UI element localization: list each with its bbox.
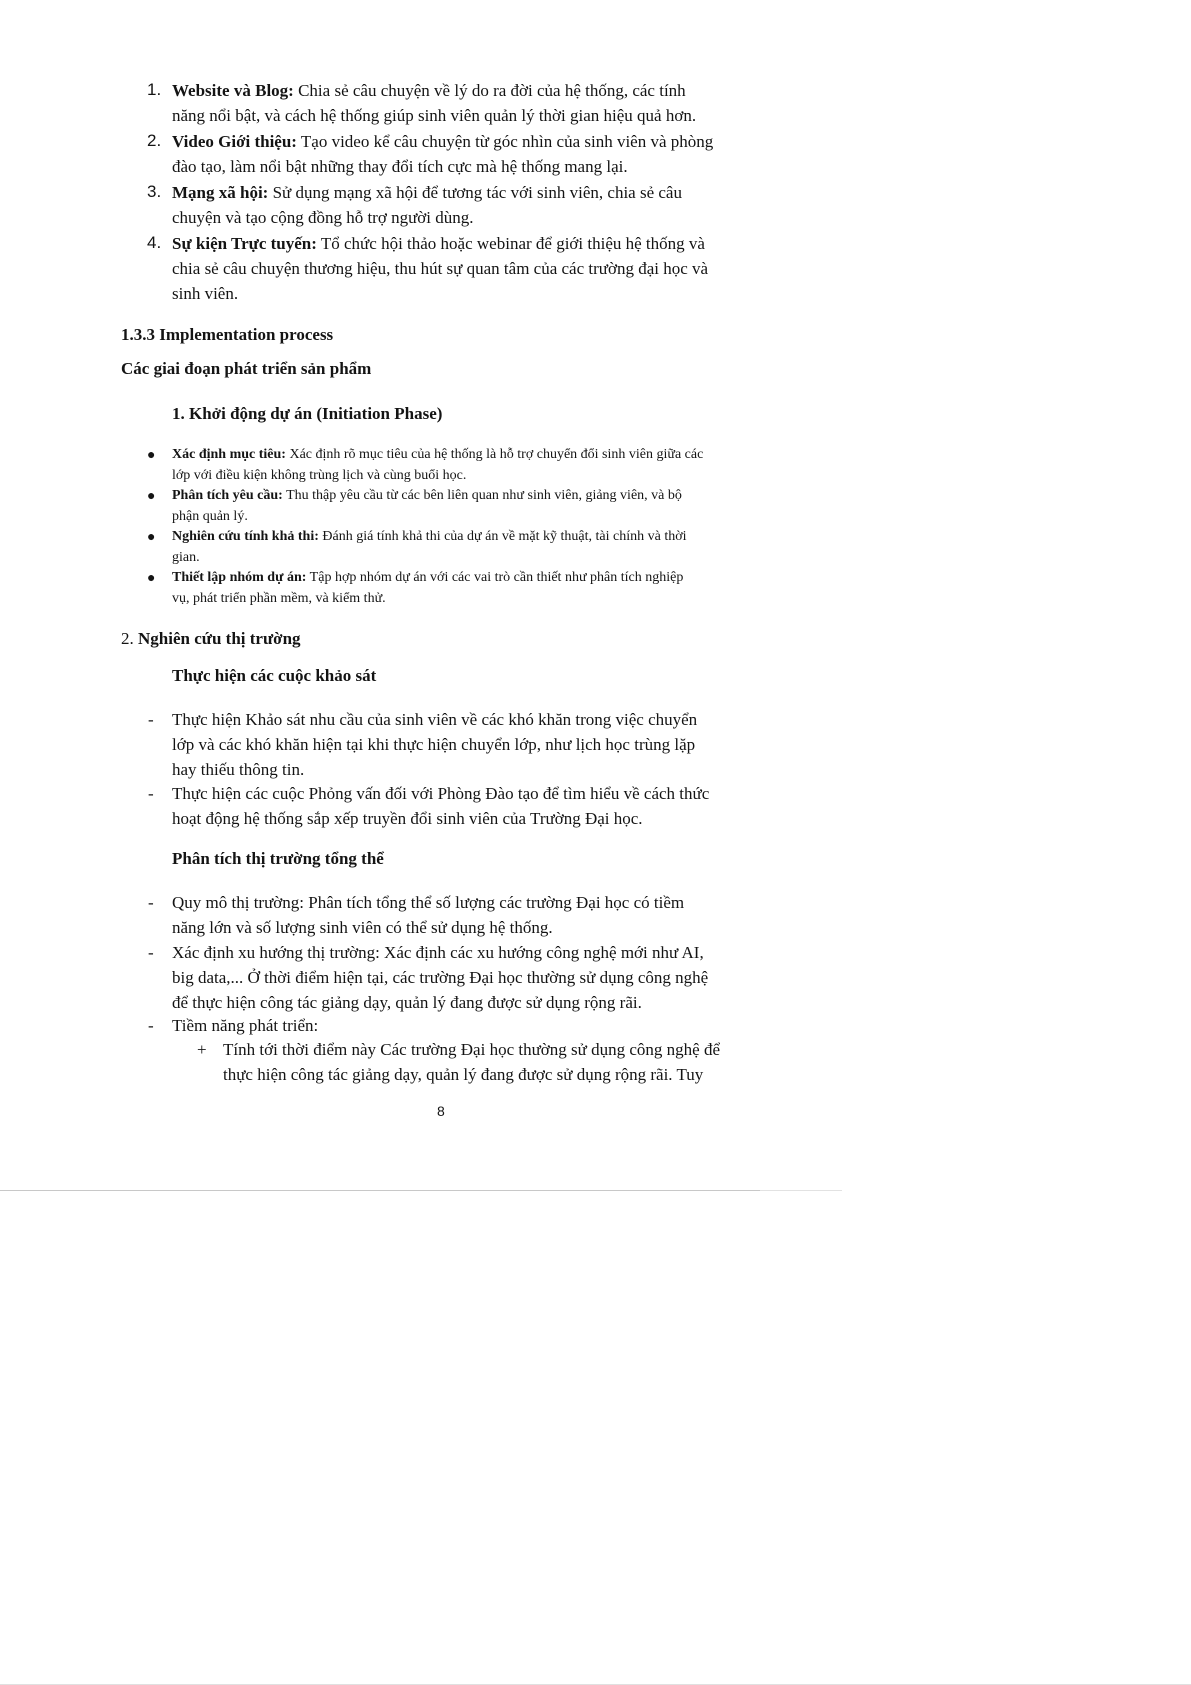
bullet-line: phận quản lý. <box>172 509 248 524</box>
dash-marker: - <box>148 1016 154 1035</box>
bullet-line: vụ, phát triển phần mềm, và kiểm thử. <box>172 591 386 606</box>
list-item-line <box>172 231 705 256</box>
market-line: big data,... Ở thời điểm hiện tại, các trường Đại học thường sử dụng công nghệ <box>172 968 709 987</box>
bullet-line <box>172 486 682 506</box>
list-item-line: sinh viên. <box>172 284 239 303</box>
survey-line: Thực hiện Khảo sát nhu cầu của sinh viên về các khó khăn trong việc chuyển <box>172 710 698 729</box>
market-line: để thực hiện công tác giảng dạy, quản lý đang được sử dụng rộng rãi. <box>172 993 642 1012</box>
dash-marker: - <box>148 710 154 729</box>
bullet-term: Thiết lập nhóm dự án: <box>172 570 307 585</box>
list-item-line: năng nổi bật, và cách hệ thống giúp sinh viên quản lý thời gian hiệu quả hơn. <box>172 106 697 125</box>
market-line: năng lớn và số lượng sinh viên có thể sử dụng hệ thống. <box>172 918 553 937</box>
list-item-text: Tổ chức hội thảo hoặc webinar để giới thiệu hệ thống và <box>316 234 705 253</box>
bullet-marker: ● <box>147 448 156 463</box>
bullet-line <box>172 568 683 588</box>
survey-line: hay thiếu thông tin. <box>172 760 305 779</box>
list-item-line <box>172 129 713 154</box>
list-marker: 1. <box>147 80 162 99</box>
list-item-term: Website và Blog: <box>172 81 294 100</box>
bullet-text: Tập hợp nhóm dự án với các vai trò cần thiết như phân tích nghiệp <box>306 570 684 585</box>
bullet-marker: ● <box>147 489 156 504</box>
survey-line: Thực hiện các cuộc Phỏng vấn đối với Phòng Đào tạo để tìm hiểu về cách thức <box>172 784 710 803</box>
bullet-text: Đánh giá tính khả thi của dự án về mặt kỹ thuật, tài chính và thời <box>318 529 687 544</box>
bullet-term: Nghiên cứu tính khả thi: <box>172 529 319 544</box>
bullet-line: gian. <box>172 550 200 565</box>
market-line: Xác định xu hướng thị trường: Xác định các xu hướng công nghệ mới như AI, <box>172 943 704 962</box>
bullet-marker: ● <box>147 530 156 545</box>
phase-2-label: Nghiên cứu thị trường <box>138 629 301 648</box>
page-number: 8 <box>437 1103 445 1119</box>
list-item-line: đào tạo, làm nổi bật những thay đổi tích cực mà hệ thống mang lại. <box>172 157 628 176</box>
phase-1-title: 1. Khởi động dự án (Initiation Phase) <box>172 404 443 423</box>
list-item-line: chuyện và tạo cộng đồng hỗ trợ người dùng. <box>172 208 474 227</box>
market-title: Phân tích thị trường tổng thể <box>172 849 384 868</box>
list-item-text: Sử dụng mạng xã hội để tương tác với sinh viên, chia sẻ câu <box>268 183 682 202</box>
dash-marker: - <box>148 893 154 912</box>
market-line: Tiềm năng phát triển: <box>172 1016 319 1035</box>
survey-line: lớp và các khó khăn hiện tại khi thực hiện chuyển lớp, như lịch học trùng lặp <box>172 735 696 754</box>
bullet-term: Xác định mục tiêu: <box>172 447 286 462</box>
survey-line: hoạt động hệ thống sắp xếp truyền đổi sinh viên của Trường Đại học. <box>172 809 643 828</box>
section-heading: 1.3.3 Implementation process <box>121 325 334 344</box>
bullet-term: Phân tích yêu cầu: <box>172 488 283 503</box>
sub-item-line: Tính tới thời điểm này Các trường Đại học thường sử dụng công nghệ để <box>223 1040 721 1059</box>
bullet-line <box>172 527 687 547</box>
list-item-term: Sự kiện Trực tuyến: <box>172 234 317 253</box>
subheading: Các giai đoạn phát triển sản phẩm <box>121 359 372 378</box>
page-separator <box>0 1190 760 1191</box>
phase-2-title <box>121 626 301 651</box>
dash-marker: - <box>148 943 154 962</box>
list-marker: 2. <box>147 131 162 150</box>
list-item-text: Tạo video kể câu chuyện từ góc nhìn của sinh viên và phòng <box>296 132 714 151</box>
phase-2-number: 2. <box>121 629 138 648</box>
list-item-text: Chia sẻ câu chuyện về lý do ra đời của hệ thống, các tính <box>293 81 686 100</box>
list-item-term: Mạng xã hội: <box>172 183 269 202</box>
bullet-text: Thu thập yêu cầu từ các bên liên quan như sinh viên, giảng viên, và bộ <box>282 488 682 503</box>
survey-title: Thực hiện các cuộc khảo sát <box>172 666 377 685</box>
list-marker: 3. <box>147 182 162 201</box>
list-marker: 4. <box>147 233 162 252</box>
market-line: Quy mô thị trường: Phân tích tổng thể số lượng các trường Đại học có tiềm <box>172 893 685 912</box>
dash-marker: - <box>148 784 154 803</box>
page-separator-faint <box>760 1190 842 1191</box>
plus-marker: + <box>197 1040 207 1059</box>
bullet-marker: ● <box>147 571 156 586</box>
list-item-line: chia sẻ câu chuyện thương hiệu, thu hút sự quan tâm của các trường đại học và <box>172 259 709 278</box>
list-item-line <box>172 78 686 103</box>
sub-item-line: thực hiện công tác giảng dạy, quản lý đang được sử dụng rộng rãi. Tuy <box>223 1065 704 1084</box>
bullet-text: Xác định rõ mục tiêu của hệ thống là hỗ trợ chuyển đổi sinh viên giữa các <box>285 447 704 462</box>
bullet-line: lớp với điều kiện không trùng lịch và cùng buổi học. <box>172 468 467 483</box>
bullet-line <box>172 445 703 465</box>
list-item-term: Video Giới thiệu: <box>172 132 297 151</box>
list-item-line <box>172 180 682 205</box>
